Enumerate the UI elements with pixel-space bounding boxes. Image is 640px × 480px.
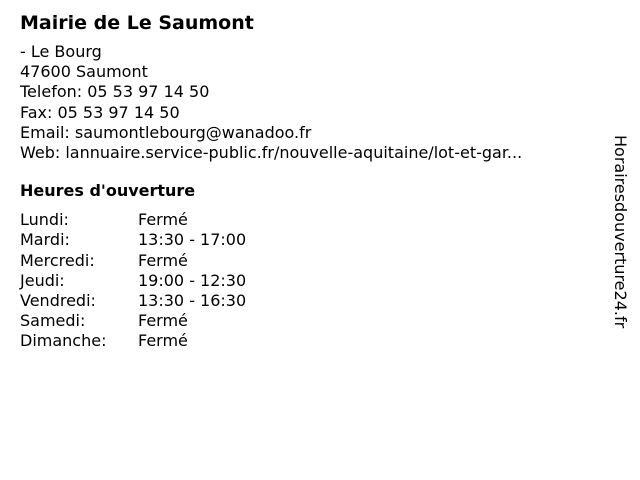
time-value: Fermé: [138, 250, 188, 270]
city-address: 47600 Saumont: [20, 62, 148, 82]
hours-row-sunday: [20, 331, 600, 351]
phone-line: Telefon: 05 53 97 14 50: [20, 82, 210, 102]
time-value: 13:30 - 17:00: [138, 230, 247, 250]
fax-line: Fax: 05 53 97 14 50: [20, 102, 180, 122]
time-value: Fermé: [138, 311, 188, 331]
email-line: Email: saumontlebourg@wanadoo.fr: [20, 122, 312, 142]
day-label: Dimanche:: [20, 331, 107, 351]
listing-card: [20, 10, 600, 352]
day-label: Mercredi:: [20, 250, 95, 270]
web-line: Web: lannuaire.service-public.fr/nouvelle-aquitaine/lot-et-gar...: [20, 143, 523, 163]
hours-row-wednesday: [20, 251, 600, 271]
day-label: Jeudi:: [20, 270, 65, 290]
hours-row-friday: [20, 291, 600, 311]
time-value: Fermé: [138, 331, 188, 351]
time-value: 13:30 - 16:30: [138, 291, 247, 311]
time-value: Fermé: [138, 210, 188, 230]
hours-row-tuesday: [20, 230, 600, 250]
opening-hours-table: [20, 210, 600, 351]
day-label: Lundi:: [20, 210, 69, 230]
site-watermark: Horairesdouverture24.fr: [611, 135, 630, 329]
contact-block: [20, 42, 600, 163]
page-title: Mairie de Le Saumont: [20, 12, 254, 34]
street-address: - Le Bourg: [20, 42, 102, 61]
time-value: 19:00 - 12:30: [138, 270, 247, 290]
day-label: Mardi:: [20, 230, 70, 250]
day-label: Vendredi:: [20, 291, 96, 311]
hours-row-saturday: [20, 311, 600, 331]
opening-hours-heading: Heures d'ouverture: [20, 181, 196, 201]
day-label: Samedi:: [20, 311, 86, 331]
hours-row-monday: [20, 210, 600, 230]
hours-row-thursday: [20, 271, 600, 291]
